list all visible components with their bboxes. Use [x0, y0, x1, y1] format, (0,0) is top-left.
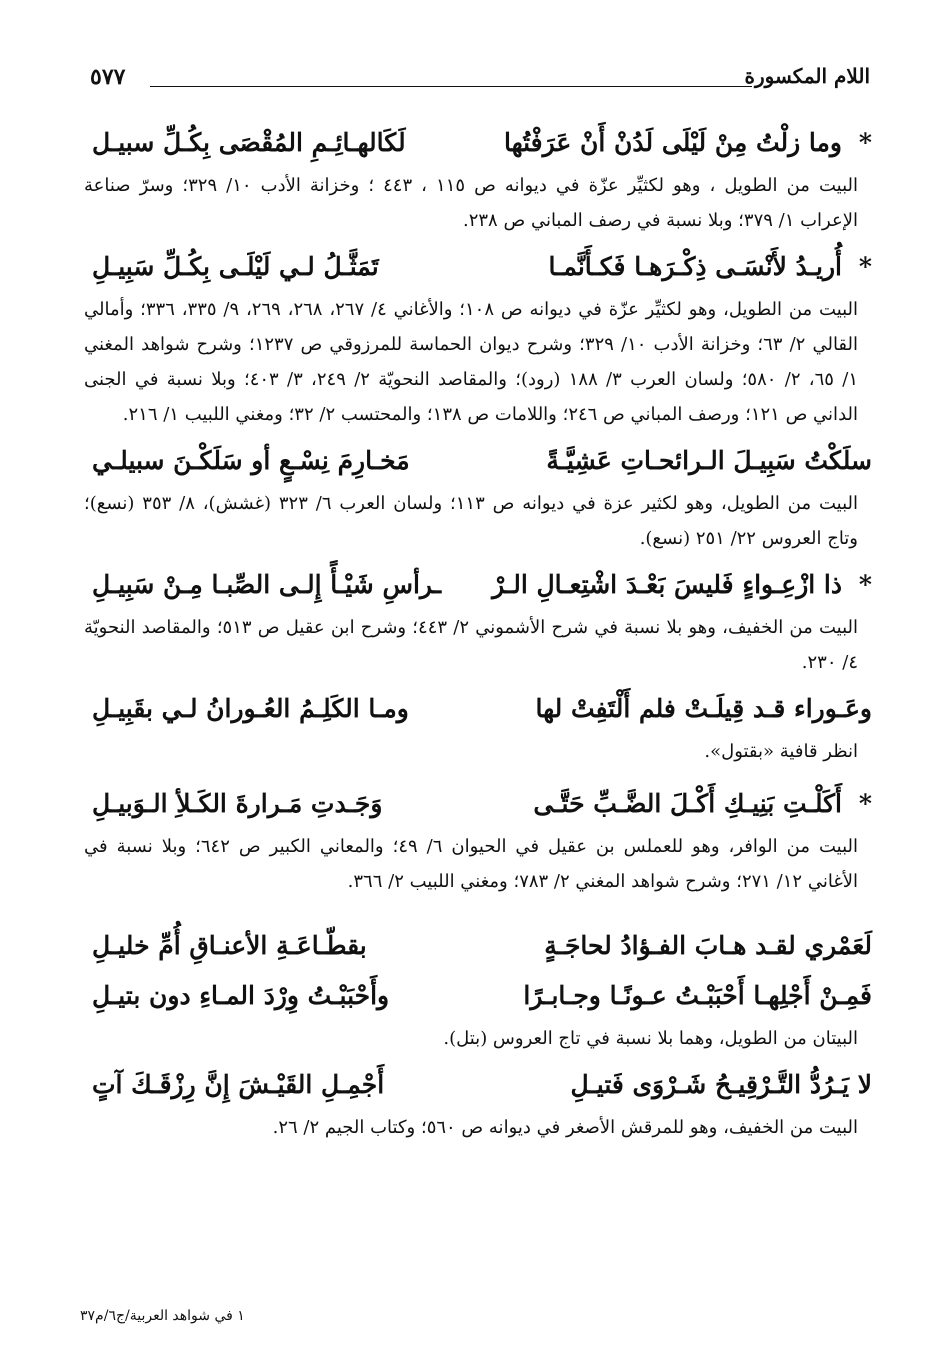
verse-line — [80, 436, 872, 486]
first-hemistich: وما زلْتُ مِنْ لَيْلَى لَدُنْ أَنْ عَرَفْتُها — [504, 128, 842, 157]
first-hemistich: وعَـوراء قـد قِيلَـتْ فلم أَلْتَفِتْ لها — [535, 694, 872, 723]
second-hemistich: ومـا الكَلِـمُ العُـورانُ لـي بقَبِيـلِ — [92, 694, 409, 723]
citation-note: البيت من الطويل، وهو لكثيِّر عزّة في ديوانه ص ١٠٨؛ والأغاني ٤/ ٢٦٧، ٢٦٨، ٢٦٩، ٩/ ٣٣٥، ٣٣٦؛ وأمالي القالي ٢/ ٦٣؛ وخزانة الأدب ١٠/ ٣٢٩؛ وشرح ديوان الحماسة للمرزوقي ص ١٢٣٧؛ وشرح شواهد المغني ١/ ٦٥، ٢/ ٥٨٠؛ ولسان العرب ٣/ ١٨٨ (رود)؛ والمقاصد النحويّة ٢/ ٢٤٩، ٣/ ٤٠٣؛ وبلا نسبة في الجنى الداني ص ١٢١؛ ورصف المباني ص ٢٤٦؛ واللامات ص ١٣٨؛ والمحتسب ٢/ ٣٢؛ ومغني اللبيب ١/ ٢١٦. — [84, 299, 859, 425]
second-hemistich: وأَحْبَبْـتُ وِرْدَ المـاءِ دون بتيـلِ — [92, 981, 390, 1010]
second-hemistich: وَجَـدتِ مَـرارةَ الكَـلأِ الـوَبيـلِ — [92, 789, 383, 818]
second-hemistich: ـرأسِ شَيْـأً إِلـى الصِّبـا مِـنْ سَبِيـلِ — [92, 570, 442, 599]
second-hemistich: تَمَثَّـلُ لـي لَيْلَـى بِكُـلِّ سَبِيـلِ — [92, 252, 379, 281]
citation-note: البيت من الطويل، وهو لكثير عزة في ديوانه ص ١١٣؛ ولسان العرب ٦/ ٣٢٣ (غشش)، ٨/ ٣٥٣ (نسع)؛ وتاج العروس ٢٢/ ٢٥١ (نسع). — [84, 493, 858, 549]
first-hemistich: لَعَمْري لقـد هـابَ الفـؤادُ لحاجَـةٍ — [544, 931, 872, 960]
first-hemistich: فَمِـنْ أَجْلِهـا أَحْبَبْـتُ عـونًـا وجـابـرًا — [523, 981, 872, 1010]
first-hemistich: أَكَلْـتِ بَنِيـكِ أَكْـلَ الضَّـبِّ حَتَّـى — [533, 789, 842, 818]
verse-line — [80, 560, 872, 610]
verse-line — [80, 242, 872, 292]
verse-line — [80, 779, 872, 829]
citation-note: البيت من الخفيف، وهو بلا نسبة في شرح الأشموني ٢/ ٤٤٣؛ وشرح ابن عقيل ص ٥١٣؛ والمقاصد النحويّة ٤/ ٢٣٠. — [84, 617, 858, 673]
first-hemistich: ذا ازْعِـواءٍ فَليسَ بَعْـدَ اشْتِعـالِ الـرْ — [492, 570, 842, 599]
citation-note: البيت من الوافر، وهو للعملس بن عقيل في الحيوان ٦/ ٤٩؛ والمعاني الكبير ص ٦٤٢؛ وبلا نسبة في الأغاني ١٢/ ٢٧١؛ وشرح شواهد المغني ٢/ ٧٨٣؛ ومغني اللبيب ٢/ ٣٦٦. — [84, 836, 858, 892]
page-header — [90, 64, 870, 98]
second-hemistich: أَجْمِـلِ القَيْـشَ إِنَّ رِزْقَـكَ آتٍ — [92, 1070, 385, 1099]
verse-line — [80, 971, 872, 1021]
verse-line — [80, 118, 872, 168]
citation-note: البيتان من الطويل، وهما بلا نسبة في تاج العروس (بتل). — [443, 1028, 858, 1049]
verse-star-marker: * — [858, 789, 872, 818]
first-hemistich: أُريـدُ لأَنْسَـى ذِكْـرَهـا فَكـأَنَّمـا — [548, 252, 842, 281]
citation-note: البيت من الطويل ، وهو لكثيِّر عزّة في ديوانه ص ١١٥ ، ٤٤٣ ؛ وخزانة الأدب ١٠/ ٣٢٩؛ وسرّ صناعة الإعراب ١/ ٣٧٩؛ وبلا نسبة في رصف المباني ص ٢٣٨. — [84, 175, 858, 231]
second-hemistich: مَخـارِمَ نِسْـعٍ أو سَلَكْـنَ سبيلـي — [92, 446, 410, 475]
running-title: اللام المكسورة — [744, 64, 870, 88]
verse-star-marker: * — [858, 570, 872, 599]
verse-line — [80, 921, 872, 971]
first-hemistich: سلَكْتُ سَبِيـلَ الـرائحـاتِ عَشِيَّـةً — [546, 446, 872, 475]
citation-note: انظر قافية «بقتول». — [704, 741, 858, 762]
verse-star-marker: * — [858, 252, 872, 281]
header-rule — [150, 86, 752, 87]
verse-line — [80, 684, 872, 734]
first-hemistich: لا يَـرُدُّ التَّـرْقِيـحُ شَـرْوَى فَتيـلِ — [570, 1070, 872, 1099]
section-gap — [80, 903, 872, 921]
second-hemistich: بقطّـاعَـةِ الأعنـاقِ أُمِّ خليـلِ — [92, 931, 367, 960]
footer-signature: ١ في شواهد العربية/ج٦/م٣٧ — [80, 1308, 245, 1324]
page-number: ٥٧٧ — [90, 64, 126, 90]
page-body — [80, 118, 872, 1149]
citation-note: البيت من الخفيف، وهو للمرقش الأصغر في ديوانه ص ٥٦٠؛ وكتاب الجيم ٢/ ٢٦. — [272, 1117, 858, 1138]
verse-star-marker: * — [858, 128, 872, 157]
second-hemistich: لَكَالهـائِـمِ المُقْصَى بِكُـلِّ سبيـل — [92, 128, 406, 157]
verse-line — [80, 1060, 872, 1110]
